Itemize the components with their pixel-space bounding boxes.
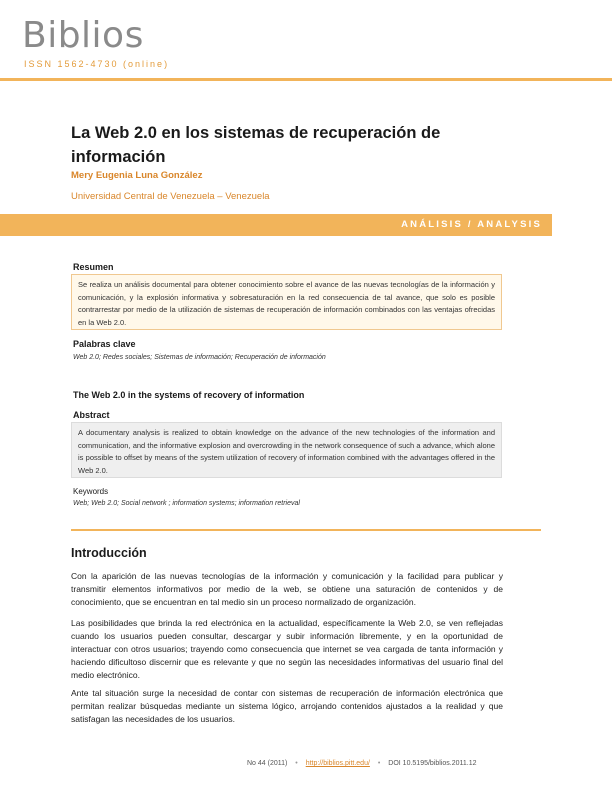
keywords-text: Web; Web 2.0; Social network ; information systems; information retrieval: [73, 500, 300, 507]
footer-url-link[interactable]: http://biblios.pitt.edu/: [305, 760, 370, 767]
journal-logo: Biblios: [22, 15, 144, 56]
header-divider: [0, 78, 612, 81]
footer-separator: •: [377, 760, 381, 767]
abstract-text: A documentary analysis is realized to obtain knowledge on the advance of the new technologies of the information and communication, and the informative explosion and overcrowding in the network consequence of such a advance, which alone is possible to offset by means of the system utilization of recovery of information combined with the advantages offered in the Web 2.0.: [71, 422, 502, 478]
section-label: ANÁLISIS / ANALYSIS: [401, 219, 542, 230]
palabras-clave-text: Web 2.0; Redes sociales; Sistemas de información; Recuperación de información: [73, 354, 326, 361]
abstract-heading: Abstract: [73, 410, 110, 420]
footer-issue: No 44 (2011): [247, 760, 288, 767]
page-footer: [247, 760, 477, 767]
footer-doi: DOI 10.5195/biblios.2011.12: [388, 760, 477, 767]
section-banner: [0, 214, 552, 236]
article-title: La Web 2.0 en los sistemas de recuperación de información: [71, 124, 441, 166]
resumen-heading: Resumen: [73, 262, 114, 272]
introduccion-heading: Introducción: [71, 546, 147, 560]
section-divider: [71, 529, 541, 531]
body-paragraph: Con la aparición de las nuevas tecnologías de la información y comunicación y la facilidad para publicar y transmitir elementos informativos por medio de la web, se obtiene una saturación de contenidos y de conocimiento, que se encuentran en tal medio sin un proceso normalizado de organización.: [71, 571, 503, 607]
footer-separator: •: [295, 760, 298, 767]
author-affiliation: Universidad Central de Venezuela – Venezuela: [71, 191, 270, 202]
body-paragraph: Las posibilidades que brinda la red electrónica en la actualidad, específicamente la Web 2.0, se ven reflejadas cuando los usuarios pueden consultar, descargar y subir información libremente, y en la oportunidad de interactuar con otros usuarios; trayendo como consecuencia que internet se vea cargada de tanta información y haciendo dificultoso discernir que es relevante y que no según las necesidades informativas del usuario final del medio electrónico.: [71, 618, 503, 680]
issn-label: ISSN 1562-4730 (online): [24, 59, 170, 69]
keywords-heading: Keywords: [73, 487, 109, 496]
resumen-text: Se realiza un análisis documental para obtener conocimiento sobre el avance de las nuevas tecnologías de la información y comunicación, y la explosión informativa y sobresaturación en la red consecuencia de tal avance, que solo es posible contrarrestar por medio de la utilización de sistemas de recuperación de información combinados con las ventajas ofrecidas en la Web 2.0.: [71, 274, 502, 330]
english-title: The Web 2.0 in the systems of recovery of information: [73, 390, 305, 400]
article-author: Mery Eugenia Luna González: [71, 170, 203, 181]
body-paragraph: Ante tal situación surge la necesidad de contar con sistemas de recuperación de información electrónica que permitan realizar búsquedas mediante un sistema lógico, arrojando contenidos ajustados a la realidad y que satisfagan las necesidades de los usuarios.: [71, 688, 503, 724]
palabras-clave-heading: Palabras clave: [73, 339, 136, 349]
